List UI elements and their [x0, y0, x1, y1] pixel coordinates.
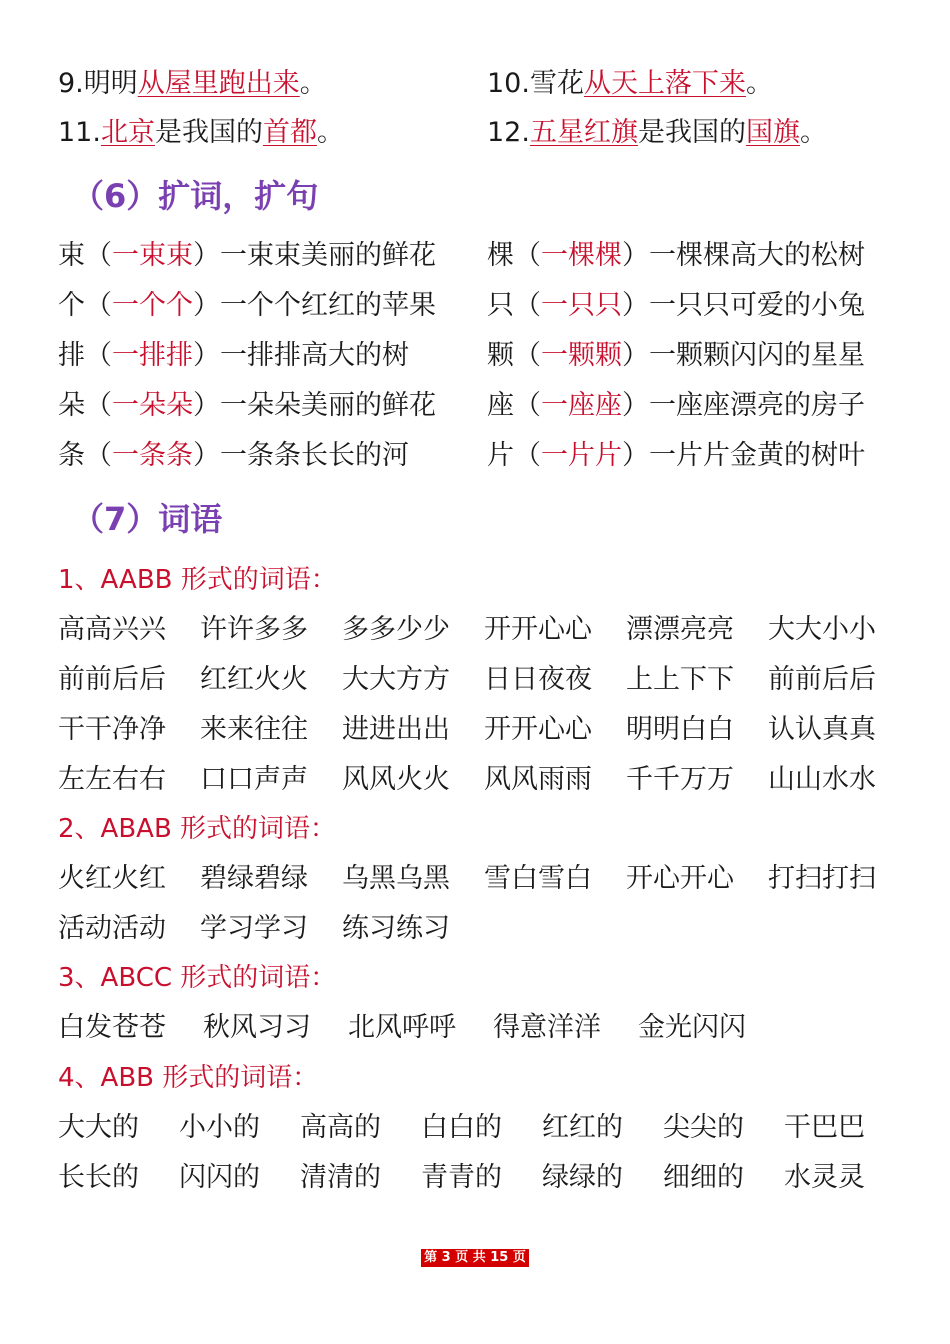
bracket: （: [514, 340, 541, 371]
bracket: （: [514, 390, 541, 421]
measure-word: 只: [487, 290, 514, 321]
bracket: ）: [193, 240, 220, 271]
word: 雪白雪白: [484, 863, 592, 894]
word: 红红火火: [200, 664, 308, 695]
sentence-11: [58, 115, 344, 151]
word: 红红的: [542, 1112, 623, 1143]
sentence-10: [487, 66, 773, 102]
expanded-phrase: 一颗颗闪闪的星星: [649, 340, 865, 371]
aabb-row: [58, 712, 910, 748]
expand-item: [58, 238, 436, 274]
word: 明明白白: [626, 714, 734, 745]
answer-text: 一束束: [112, 240, 193, 271]
bracket: ）: [622, 290, 649, 321]
aabb-label: 1、AABB 形式的词语：: [58, 565, 337, 595]
aabb-row: [58, 612, 910, 648]
word: 大大小小: [768, 614, 876, 645]
word: 活动活动: [58, 913, 166, 944]
word: 学习学习: [200, 913, 308, 944]
bracket: （: [514, 440, 541, 471]
sentence-text: 是我国的: [637, 117, 746, 148]
sentence-text: 明明: [83, 68, 138, 99]
sentence-number: 11.: [58, 117, 101, 148]
bracket: ）: [193, 290, 220, 321]
word: 乌黑乌黑: [342, 863, 450, 894]
bracket: （: [85, 390, 112, 421]
word: 漂漂亮亮: [626, 614, 734, 645]
word: 青青的: [421, 1162, 502, 1193]
measure-word: 个: [58, 290, 85, 321]
expanded-phrase: 一片片金黄的树叶: [649, 440, 865, 471]
bracket: ）: [193, 390, 220, 421]
expanded-phrase: 一束束美丽的鲜花: [220, 240, 436, 271]
sentence-12: [487, 115, 827, 151]
sentence-punct: 。: [745, 68, 773, 99]
aabb-row: [58, 662, 910, 698]
word: 干干净净: [58, 714, 166, 745]
word: 练习练习: [342, 913, 450, 944]
answer-text: 一只只: [541, 290, 622, 321]
word: 白白的: [421, 1112, 502, 1143]
sentence-9: [58, 66, 327, 102]
word: 日日夜夜: [484, 664, 592, 695]
word: 高高的: [300, 1112, 381, 1143]
bracket: （: [514, 290, 541, 321]
word: 高高兴兴: [58, 614, 166, 645]
word: 来来往往: [200, 714, 308, 745]
answer-text: 从天上落下来: [583, 68, 746, 99]
aabb-row: [58, 762, 910, 798]
word: 小小的: [179, 1112, 260, 1143]
bracket: （: [85, 290, 112, 321]
answer-text: 一排排: [112, 340, 193, 371]
sentence-number: 9.: [58, 68, 84, 99]
expanded-phrase: 一条条长长的河: [220, 440, 409, 471]
word: 打扫打扫: [768, 863, 876, 894]
word: 前前后后: [768, 664, 876, 695]
expanded-phrase: 一座座漂亮的房子: [649, 390, 865, 421]
expand-item: [58, 288, 436, 324]
measure-word: 片: [487, 440, 514, 471]
measure-word: 朵: [58, 390, 85, 421]
bracket: ）: [622, 390, 649, 421]
page-indicator: 第 3 页 共 15 页: [421, 1249, 529, 1267]
measure-word: 座: [487, 390, 514, 421]
answer-text: 一片片: [541, 440, 622, 471]
abb-row: [58, 1110, 905, 1146]
bracket: ）: [622, 340, 649, 371]
expand-item: [58, 338, 409, 374]
sentence-text: 是我国的: [154, 117, 263, 148]
answer-text: 一个个: [112, 290, 193, 321]
answer-text: 从屋里跑出来: [137, 68, 300, 99]
bracket: ）: [622, 440, 649, 471]
expand-item: [58, 388, 436, 424]
word: 开开心心: [484, 714, 592, 745]
bracket: （: [85, 440, 112, 471]
word: 清清的: [300, 1162, 381, 1193]
bracket: （: [514, 240, 541, 271]
word: 左左右右: [58, 764, 166, 795]
word: 碧绿碧绿: [200, 863, 308, 894]
answer-text: 北京: [100, 117, 155, 148]
page-footer: [0, 1246, 950, 1267]
word: 水灵灵: [784, 1162, 865, 1193]
sentence-punct: 。: [299, 68, 327, 99]
word: 火红火红: [58, 863, 166, 894]
section-6-title: （6）扩词，扩句: [72, 177, 319, 215]
word: 前前后后: [58, 664, 166, 695]
answer-text: 首都: [262, 117, 317, 148]
abb-row: [58, 1160, 905, 1196]
word: 北风呼呼: [348, 1012, 456, 1043]
expand-item: [487, 338, 865, 374]
measure-word: 棵: [487, 240, 514, 271]
sentence-text: 雪花: [529, 68, 584, 99]
word: 多多少少: [342, 614, 450, 645]
abb-label: 4、ABB 形式的词语：: [58, 1063, 319, 1093]
word: 白发苍苍: [58, 1012, 166, 1043]
word: 得意洋洋: [493, 1012, 601, 1043]
measure-word: 颗: [487, 340, 514, 371]
answer-text: 一座座: [541, 390, 622, 421]
abab-label: 2、ABAB 形式的词语：: [58, 814, 337, 844]
expanded-phrase: 一朵朵美丽的鲜花: [220, 390, 436, 421]
bracket: ）: [193, 340, 220, 371]
section-7-title: （7）词语: [72, 500, 223, 538]
measure-word: 条: [58, 440, 85, 471]
expand-item: [58, 438, 409, 474]
expand-item: [487, 288, 865, 324]
sentence-number: 12.: [487, 117, 530, 148]
word: 秋风习习: [203, 1012, 311, 1043]
answer-text: 一朵朵: [112, 390, 193, 421]
word: 尖尖的: [663, 1112, 744, 1143]
word: 千千万万: [626, 764, 734, 795]
expanded-phrase: 一个个红红的苹果: [220, 290, 436, 321]
word: 山山水水: [768, 764, 876, 795]
bracket: （: [85, 240, 112, 271]
word: 开开心心: [484, 614, 592, 645]
word: 大大方方: [342, 664, 450, 695]
expanded-phrase: 一只只可爱的小兔: [649, 290, 865, 321]
word: 进进出出: [342, 714, 450, 745]
answer-text: 国旗: [745, 117, 800, 148]
word: 许许多多: [200, 614, 308, 645]
bracket: （: [85, 340, 112, 371]
abcc-row: [58, 1010, 783, 1046]
answer-text: 一条条: [112, 440, 193, 471]
abab-row: [58, 911, 484, 947]
word: 细细的: [663, 1162, 744, 1193]
expand-item: [487, 388, 865, 424]
word: 认认真真: [768, 714, 876, 745]
expand-item: [487, 238, 865, 274]
sentence-punct: 。: [316, 117, 344, 148]
abab-row: [58, 861, 910, 897]
word: 绿绿的: [542, 1162, 623, 1193]
word: 长长的: [58, 1162, 139, 1193]
word: 开心开心: [626, 863, 734, 894]
word: 上上下下: [626, 664, 734, 695]
measure-word: 束: [58, 240, 85, 271]
bracket: ）: [193, 440, 220, 471]
word: 口口声声: [200, 764, 308, 795]
bracket: ）: [622, 240, 649, 271]
expanded-phrase: 一棵棵高大的松树: [649, 240, 865, 271]
word: 干巴巴: [784, 1112, 865, 1143]
sentence-number: 10.: [487, 68, 530, 99]
expanded-phrase: 一排排高大的树: [220, 340, 409, 371]
sentence-punct: 。: [799, 117, 827, 148]
answer-text: 五星红旗: [529, 117, 638, 148]
answer-text: 一棵棵: [541, 240, 622, 271]
answer-text: 一颗颗: [541, 340, 622, 371]
word: 金光闪闪: [638, 1012, 746, 1043]
expand-item: [487, 438, 865, 474]
measure-word: 排: [58, 340, 85, 371]
word: 风风火火: [342, 764, 450, 795]
word: 风风雨雨: [484, 764, 592, 795]
word: 闪闪的: [179, 1162, 260, 1193]
abcc-label: 3、ABCC 形式的词语：: [58, 963, 337, 993]
word: 大大的: [58, 1112, 139, 1143]
